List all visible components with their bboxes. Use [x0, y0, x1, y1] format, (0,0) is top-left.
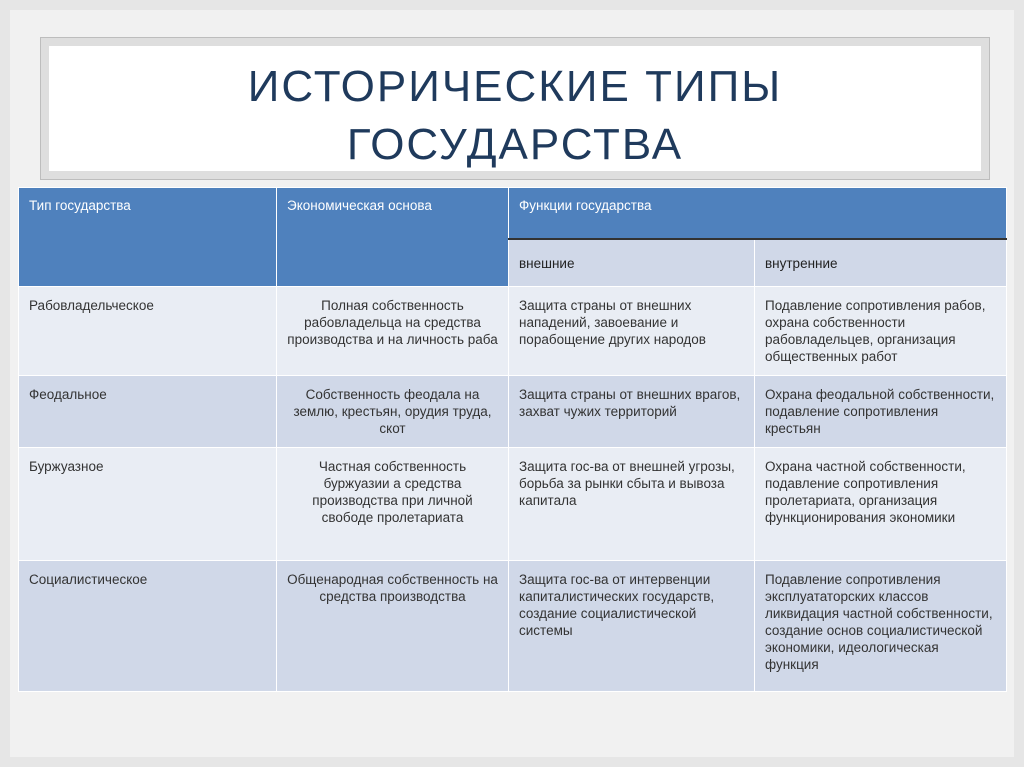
header-economic: Экономическая основа	[277, 188, 509, 287]
title-line-2: ГОСУДАРСТВА	[346, 120, 684, 169]
cell-economic: Частная собственность буржуазии а средства производства при личной свободе пролетариата	[277, 448, 509, 561]
table-row	[19, 376, 1007, 448]
header-internal: внутренние	[755, 239, 1007, 287]
cell-type: Феодальное	[19, 376, 277, 448]
cell-external: Защита гос-ва от интервенции капиталистических государств, создание социалистической системы	[509, 561, 755, 692]
header-type: Тип государства	[19, 188, 277, 287]
cell-economic: Собственность феодала на землю, крестьян, орудия труда, скот	[277, 376, 509, 448]
header-external: внешние	[509, 239, 755, 287]
cell-external: Защита гос-ва от внешней угрозы, борьба за рынки сбыта и вывоза капитала	[509, 448, 755, 561]
table-row	[19, 287, 1007, 376]
cell-type: Буржуазное	[19, 448, 277, 561]
cell-type: Рабовладельческое	[19, 287, 277, 376]
cell-internal: Подавление сопротивления рабов, охрана собственности рабовладельцев, организация общественных работ	[755, 287, 1007, 376]
table-row	[19, 561, 1007, 692]
cell-external: Защита страны от внешних нападений, завоевание и порабощение других народов	[509, 287, 755, 376]
cell-external: Защита страны от внешних врагов, захват чужих территорий	[509, 376, 755, 448]
slide-title	[41, 58, 989, 174]
header-functions: Функции государства	[509, 188, 1007, 240]
cell-economic: Полная собственность рабовладельца на средства производства и на личность раба	[277, 287, 509, 376]
cell-type: Социалистическое	[19, 561, 277, 692]
cell-internal: Охрана частной собственности, подавление сопротивления пролетариата, организация функционирования экономики	[755, 448, 1007, 561]
title-box	[40, 37, 990, 180]
title-line-1: ИСТОРИЧЕСКИЕ ТИПЫ	[247, 62, 783, 111]
cell-economic: Общенародная собственность на средства производства	[277, 561, 509, 692]
states-table	[18, 187, 1007, 692]
cell-internal: Подавление сопротивления эксплуататорских классов ликвидация частной собственности, создание основ социалистической экономики, идеологическая функция	[755, 561, 1007, 692]
cell-internal: Охрана феодальной собственности, подавление сопротивления крестьян	[755, 376, 1007, 448]
table-row	[19, 448, 1007, 561]
